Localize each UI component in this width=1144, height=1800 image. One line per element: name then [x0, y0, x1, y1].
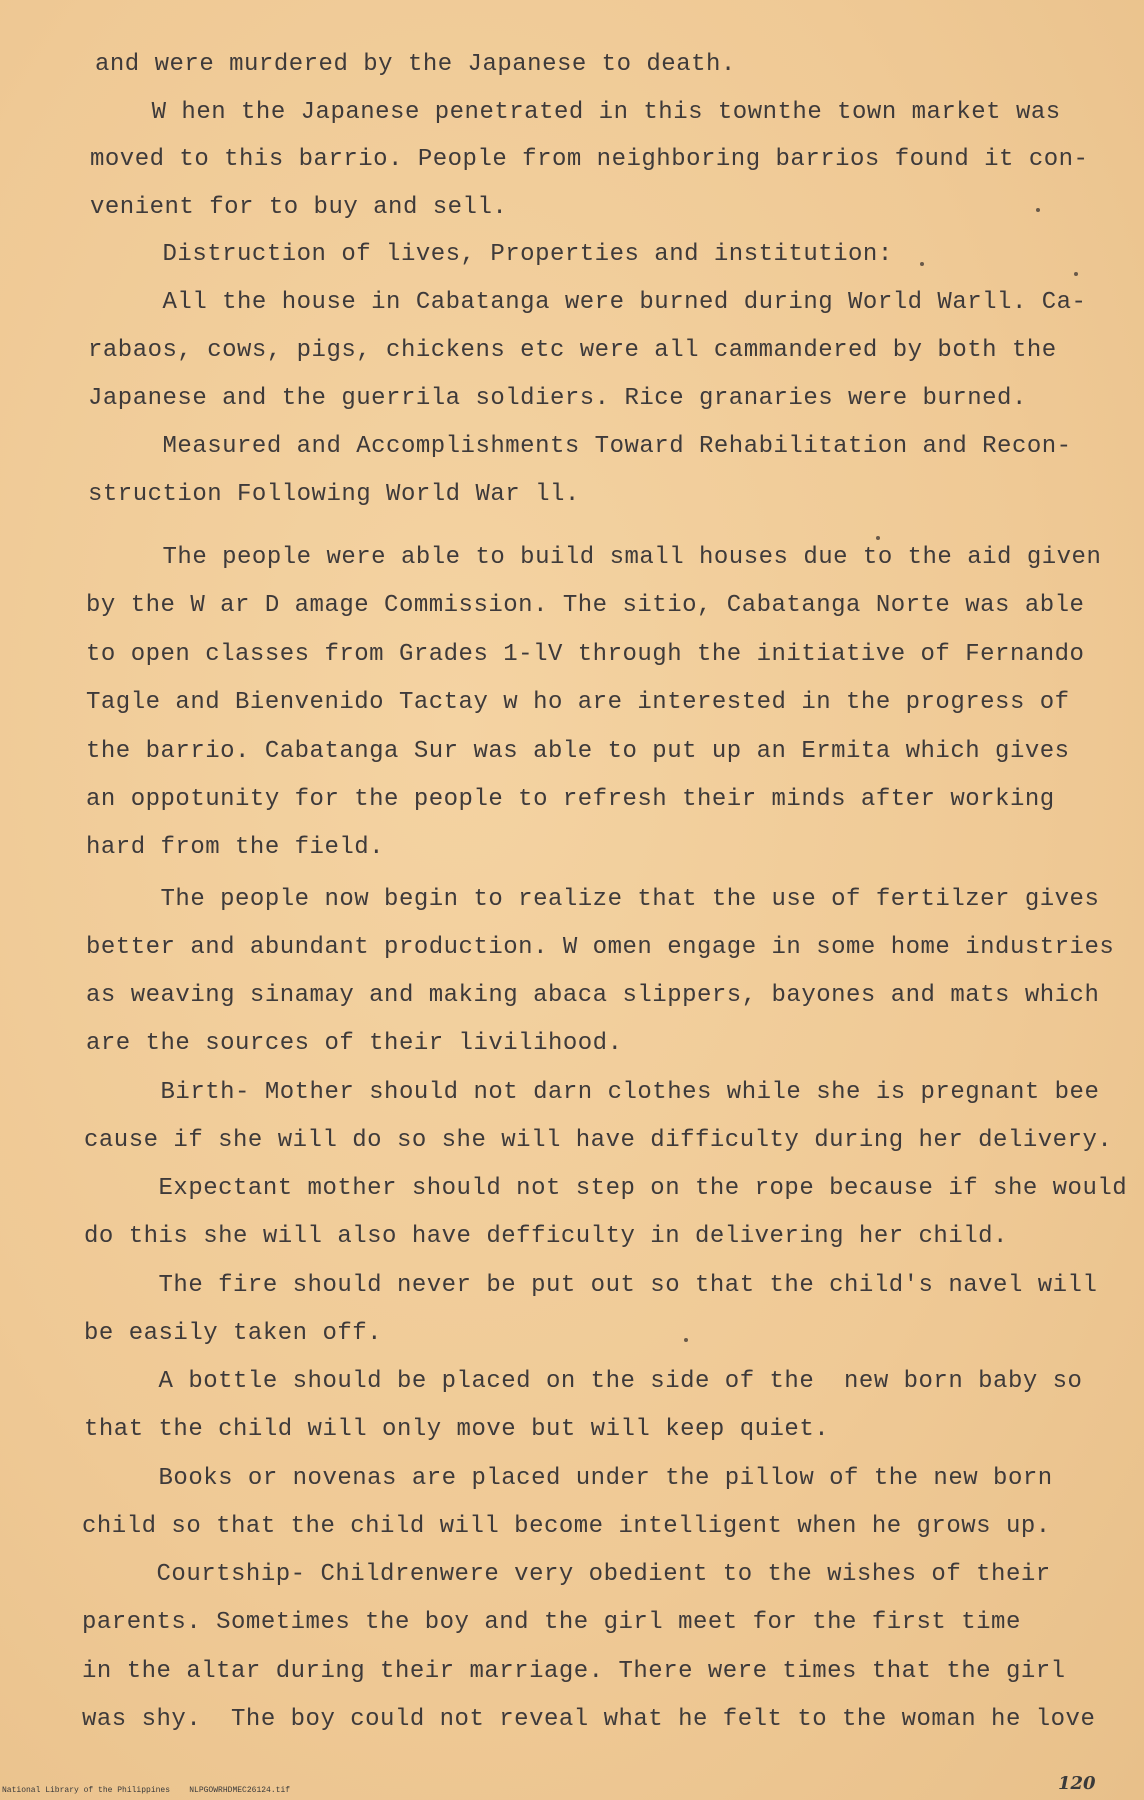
- page-number: 120: [1058, 1773, 1096, 1794]
- ink-speck: [1036, 208, 1040, 212]
- ink-speck: [876, 536, 880, 540]
- ink-speck: [684, 1338, 688, 1342]
- text-line: be easily taken off.: [84, 1320, 383, 1347]
- text-line: the barrio. Cabatanga Sur was able to put up an Ermita which gives: [86, 738, 1070, 765]
- text-line: The people were able to build small houses due to the aid given: [88, 544, 1102, 571]
- text-line: A bottle should be placed on the side of the new born baby so: [84, 1368, 1083, 1395]
- text-line: do this she will also have defficulty in delivering her child.: [84, 1223, 1008, 1250]
- text-line: by the W ar D amage Commission. The sitio, Cabatanga Norte was able: [86, 592, 1085, 619]
- text-line: The people now begin to realize that the use of fertilzer gives: [86, 886, 1100, 913]
- text-line: child so that the child will become intelligent when he grows up.: [82, 1513, 1051, 1540]
- text-line: moved to this barrio. People from neighboring barrios found it con-: [90, 146, 1089, 173]
- ink-speck: [1074, 272, 1078, 276]
- text-line: parents. Sometimes the boy and the girl meet for the first time: [82, 1609, 1021, 1636]
- text-line: Books or novenas are placed under the pillow of the new born: [84, 1465, 1053, 1492]
- text-line: that the child will only move but will keep quiet.: [84, 1416, 830, 1443]
- text-line: Measured and Accomplishments Toward Rehabilitation and Recon-: [88, 433, 1072, 460]
- text-line: venient for to buy and sell.: [90, 194, 508, 221]
- text-line: cause if she will do so she will have difficulty during her delivery.: [84, 1127, 1113, 1154]
- ink-speck: [920, 262, 924, 266]
- text-line: an oppotunity for the people to refresh their minds after working: [86, 786, 1055, 813]
- text-line: W hen the Japanese penetrated in this townthe town market was: [92, 99, 1061, 126]
- text-line: The fire should never be put out so that the child's navel will: [84, 1272, 1098, 1299]
- text-line: to open classes from Grades 1-lV through the initiative of Fernando: [86, 641, 1085, 668]
- text-line: Tagle and Bienvenido Tactay w ho are interested in the progress of: [86, 689, 1070, 716]
- text-line: rabaos, cows, pigs, chickens etc were all cammandered by both the: [88, 337, 1057, 364]
- text-line: Courtship- Childrenwere very obedient to the wishes of their: [82, 1561, 1051, 1588]
- text-line: was shy. The boy could not reveal what he felt to the woman he love: [82, 1706, 1096, 1733]
- text-line: in the altar during their marriage. There were times that the girl: [82, 1658, 1066, 1685]
- scan-source-label: National Library of the Philippines NLPGOWRHDMEC26124.tif: [2, 1786, 291, 1795]
- text-line: are the sources of their livilihood.: [86, 1030, 623, 1057]
- text-line: struction Following World War ll.: [88, 481, 580, 508]
- text-line: Distruction of lives, Properties and institution:: [88, 241, 893, 268]
- text-line: Birth- Mother should not darn clothes while she is pregnant bee: [86, 1079, 1100, 1106]
- text-line: better and abundant production. W omen engage in some home industries: [86, 934, 1115, 961]
- text-line: and were murdered by the Japanese to death.: [95, 51, 736, 78]
- text-line: Expectant mother should not step on the rope because if she would: [84, 1175, 1128, 1202]
- text-line: Japanese and the guerrila soldiers. Rice granaries were burned.: [88, 385, 1027, 412]
- text-line: All the house in Cabatanga were burned during World Warll. Ca-: [88, 289, 1087, 316]
- text-line: as weaving sinamay and making abaca slippers, bayones and mats which: [86, 982, 1100, 1009]
- text-line: hard from the field.: [86, 834, 385, 861]
